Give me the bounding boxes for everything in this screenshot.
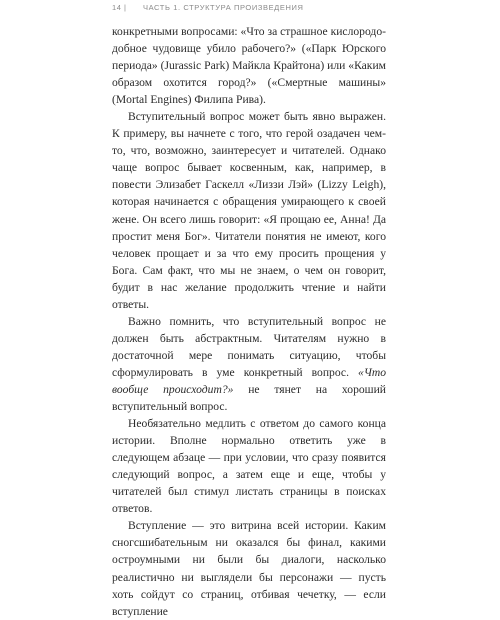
running-head-divider: |: [124, 3, 127, 12]
paragraph-showcase: Вступление — это витрина всей истории. Каким сногсшибательным ни оказался бы финал, какими остроумными ни были бы диалоги, насколько реалистично ни выглядели бы персонажи — пусть хоть сойдут со страниц, отбивая чечетку, — если вступление: [112, 519, 386, 618]
section-title: ЧАСТЬ 1. СТРУКТУРА ПРОИЗВЕДЕНИЯ: [143, 3, 304, 12]
paragraph-opening-question: Вступительный вопрос может быть явно выражен. К примеру, вы начнете с того, что герой озадачен чем-то, что, возможно, заинтересует и читателей. Однако чаще вопрос бывает косвенным, как, например, в повести Элизабет Гаскелл «Лиззи Лэй» (Lizzy Leigh), которая начинается с обращения умирающего к своей жене. Он всего лишь говорит: «Я прощаю ее, Анна! Да простит меня Бог». Читатели понятия не имеют, кого человек прощает и за что ему просить прощения у Бога. Сам факт, что мы не знаем, о чем он говорит, будит в нас желание продолжить чтение и найти ответы.: [112, 110, 386, 311]
paragraph-answer-timing: Необязательно медлить с ответом до самого конца истории. Вполне нормально ответить уже в следующем абзаце — при условии, что сразу появится следующий вопрос, а затем еще и еще, чтобы у читателей был стимул листать страницы в поисках ответов.: [112, 417, 386, 516]
paragraph-concrete-question: [112, 313, 386, 415]
emphasized-quote: «Что вообще происходит?»: [112, 365, 386, 396]
paragraph-text-after: не тянет на хороший вступительный вопрос.: [112, 382, 387, 414]
page-number: 14: [112, 3, 122, 12]
body-text: [112, 23, 386, 620]
paragraph-text: Важно помнить, что вступительный вопрос не должен быть абстрактным. Читателям нужно в достаточной мере понимать ситуацию, чтобы сформулировать в уме конкретный вопрос.: [112, 314, 386, 379]
running-head: [112, 3, 388, 15]
paragraph-continued: конкретными вопросами: «Что за страшное кислорододобное чудовище убило рабочего?» («Парк Юрского периода» (Jurassic Park) Майкла Крайтона) или «Каким образом охотится город?» («Смертные машины» (Mortal Engines) Филипа Рива).: [112, 25, 386, 107]
